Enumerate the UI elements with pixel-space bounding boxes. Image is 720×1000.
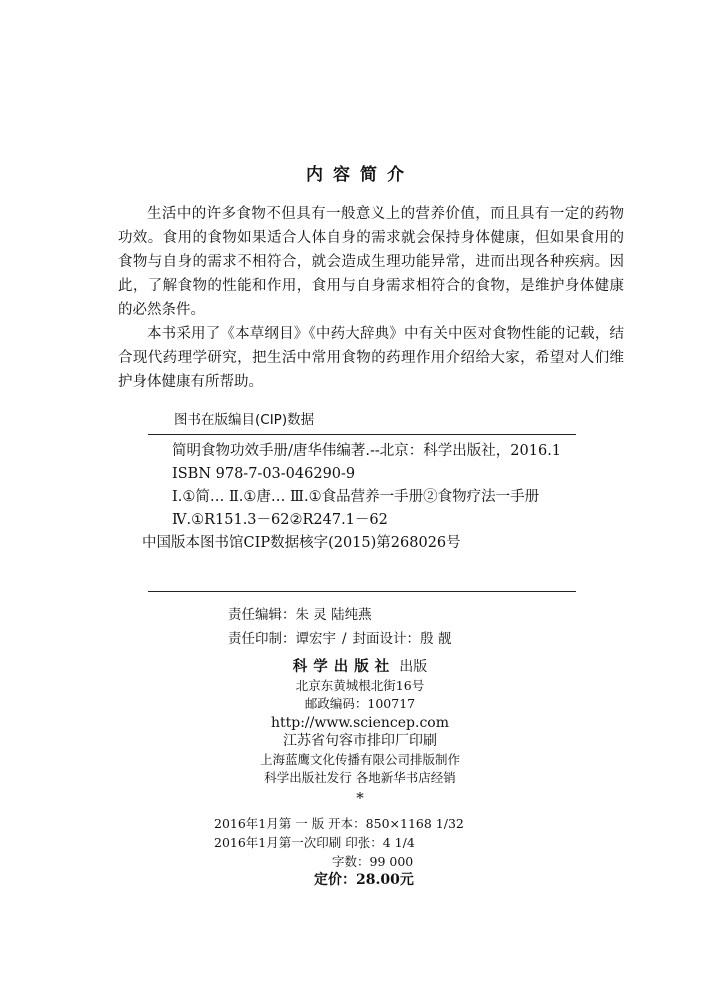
- summary-paragraph: 生活中的许多食物不但具有一般意义上的营养价值，而且具有一定的药物功效。食用的食物如果适合人体自身的需求就会保持身体健康，但如果食用的食物与自身的需求不相符合，就会造成生理功能异常，进而出现各种疾病。因此，了解食物的性能和作用，食用与自身需求相符合的食物，是维护身体健康的必然条件。: [118, 206, 624, 318]
- staff-separator: /: [342, 631, 347, 647]
- edition-line: 2016年1月第 一 版 开本：850×1168 1/32: [214, 816, 464, 831]
- publisher-name: 科学出版社: [292, 658, 396, 675]
- editor-names: 朱 灵 陆纯燕: [295, 607, 372, 623]
- cip-isbn: ISBN 978-7-03-046290-9: [172, 466, 356, 482]
- distribution-line: 科学出版社发行 各地新华书店经销: [264, 770, 456, 785]
- typesetter-line: 上海蓝鹰文化传播有限公司排版制作: [259, 751, 460, 767]
- cip-classification: Ⅰ.①简… Ⅱ.①唐… Ⅲ.①食品营养一手册②食物疗法一手册 Ⅳ.①R151.3－62②R247.1－62: [172, 489, 540, 528]
- price: 定价：28.00元: [314, 872, 414, 888]
- print-design-line: [228, 627, 451, 647]
- editor-line: [228, 603, 372, 623]
- design-label: 封面设计：: [352, 631, 421, 647]
- designer-name: 殷 靓: [420, 631, 452, 647]
- cip-entry: 简明食物功效手册/唐华伟编著.--北京：科学出版社，2016.1: [172, 443, 562, 459]
- print-person: 谭宏宇: [295, 631, 336, 647]
- summary-body: [118, 202, 624, 394]
- summary-paragraph: 本书采用了《本草纲目》《中药大辞典》中有关中医对食物性能的记载，结合现代药理学研究，把生活中常用食物的药理作用介绍给大家，希望对人们维护身体健康有所帮助。: [118, 326, 624, 390]
- publisher-action: 出版: [399, 659, 428, 675]
- cip-record: 中国版本图书馆CIP数据核字(2015)第268026号: [142, 535, 461, 551]
- publisher-url: http://www.sciencep.com: [270, 714, 449, 731]
- publisher-address: 北京东黄城根北街16号: [295, 677, 425, 693]
- cip-top-rule: [148, 434, 576, 435]
- publisher-postcode: 邮政编码：100717: [304, 696, 416, 711]
- specs-block: [214, 814, 464, 890]
- printing-line: 2016年1月第一次印刷 印张：4 1/4: [214, 835, 415, 850]
- section-divider: *: [356, 788, 364, 807]
- printer-line: 江苏省句容市排印厂印刷: [283, 733, 437, 749]
- word-count: 字数：99 000: [332, 854, 414, 869]
- cip-block: [142, 440, 578, 555]
- summary-title: 内容简介: [306, 165, 414, 185]
- cip-bottom-rule: [148, 591, 576, 592]
- print-label: 责任印制：: [228, 631, 296, 647]
- publisher-line: [0, 658, 720, 677]
- editor-label: 责任编辑：: [228, 607, 296, 623]
- cip-heading: 图书在版编目(CIP)数据: [174, 412, 315, 428]
- publisher-block: [0, 658, 720, 808]
